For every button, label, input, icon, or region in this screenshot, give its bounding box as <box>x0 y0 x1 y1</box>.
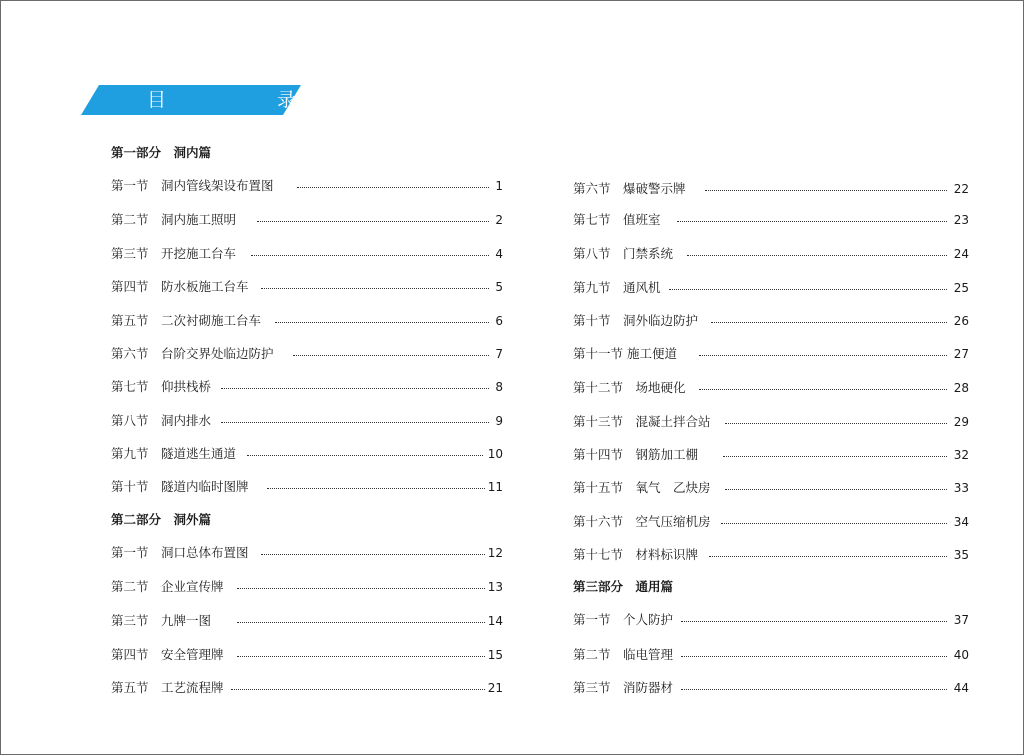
part-heading-2: 第二部分 洞外篇 <box>111 512 212 527</box>
toc-entry-page: 25 <box>953 281 969 295</box>
toc-entry-label: 第七节 值班室 <box>573 212 661 227</box>
toc-entry-page: 9 <box>495 414 503 428</box>
dot-leader <box>725 489 947 490</box>
toc-entry-page: 1 <box>495 179 503 193</box>
dot-leader <box>699 389 947 390</box>
dot-leader <box>261 288 489 289</box>
toc-entry-page: 11 <box>487 480 503 494</box>
toc-entry-page: 14 <box>487 614 503 628</box>
toc-entry[interactable] <box>111 613 503 629</box>
toc-entry[interactable] <box>111 178 503 194</box>
toc-entry-label: 第三节 九牌一图 <box>111 613 212 628</box>
toc-entry-page: 44 <box>953 681 969 695</box>
toc-entry[interactable] <box>111 212 503 228</box>
toc-entry[interactable] <box>111 313 503 329</box>
dot-leader <box>709 556 947 557</box>
toc-entry-label: 第二节 企业宣传牌 <box>111 579 224 594</box>
toc-entry-label: 第八节 洞内排水 <box>111 413 212 428</box>
toc-entry[interactable] <box>573 181 969 197</box>
dot-leader <box>247 455 483 456</box>
toc-entry[interactable] <box>573 480 969 496</box>
toc-entry-page: 13 <box>487 580 503 594</box>
dot-leader <box>705 190 947 191</box>
toc-entry[interactable] <box>111 446 503 462</box>
toc-entry[interactable] <box>111 246 503 262</box>
toc-entry[interactable] <box>573 447 969 463</box>
toc-entry-label: 第十六节 空气压缩机房 <box>573 514 711 529</box>
toc-entry-page: 33 <box>953 481 969 495</box>
toc-entry-page: 29 <box>953 415 969 429</box>
toc-entry-label: 第一节 个人防护 <box>573 612 674 627</box>
toc-entry[interactable] <box>573 414 969 430</box>
toc-entry-label: 第二节 洞内施工照明 <box>111 212 237 227</box>
dot-leader <box>681 689 947 690</box>
toc-entry-label: 第十一节 施工便道 <box>573 346 677 361</box>
toc-entry-page: 34 <box>953 515 969 529</box>
toc-entry[interactable] <box>111 680 503 696</box>
dot-leader <box>221 388 489 389</box>
toc-entry-label: 第九节 隧道逃生通道 <box>111 446 237 461</box>
toc-entry[interactable] <box>573 212 969 228</box>
toc-entry[interactable] <box>573 346 969 362</box>
toc-entry-page: 40 <box>953 648 969 662</box>
toc-entry[interactable] <box>111 479 503 495</box>
dot-leader <box>293 355 489 356</box>
dot-leader <box>275 322 489 323</box>
toc-entry[interactable] <box>111 379 503 395</box>
toc-entry-page: 7 <box>495 347 503 361</box>
toc-entry-label: 第三节 开挖施工台车 <box>111 246 237 261</box>
dot-leader <box>677 221 947 222</box>
dot-leader <box>267 488 485 489</box>
toc-entry-label: 第五节 二次衬砌施工台车 <box>111 313 262 328</box>
dot-leader <box>231 689 485 690</box>
toc-entry[interactable] <box>573 514 969 530</box>
toc-entry-label: 第一节 洞内管线架设布置图 <box>111 178 274 193</box>
toc-entry-page: 5 <box>495 280 503 294</box>
toc-entry-page: 6 <box>495 314 503 328</box>
toc-entry-page: 12 <box>487 546 503 560</box>
toc-entry-label: 第七节 仰拱栈桥 <box>111 379 212 394</box>
toc-entry[interactable] <box>111 545 503 561</box>
dot-leader <box>257 221 489 222</box>
dot-leader <box>251 255 489 256</box>
toc-entry-label: 第十节 洞外临边防护 <box>573 313 699 328</box>
dot-leader <box>681 621 947 622</box>
toc-entry[interactable] <box>573 612 969 628</box>
toc-entry[interactable] <box>573 647 969 663</box>
toc-entry-label: 第三节 消防器材 <box>573 680 674 695</box>
dot-leader <box>711 322 947 323</box>
toc-entry-label: 第四节 安全管理牌 <box>111 647 224 662</box>
toc-entry-page: 15 <box>487 648 503 662</box>
part-heading-3: 第三部分 通用篇 <box>573 579 674 594</box>
dot-leader <box>725 423 947 424</box>
dot-leader <box>237 656 485 657</box>
toc-entry-label: 第十二节 场地硬化 <box>573 380 686 395</box>
toc-entry-page: 23 <box>953 213 969 227</box>
toc-entry-label: 第一节 洞口总体布置图 <box>111 545 249 560</box>
toc-entry[interactable] <box>111 579 503 595</box>
toc-entry-page: 4 <box>495 247 503 261</box>
toc-entry-page: 28 <box>953 381 969 395</box>
toc-entry[interactable] <box>573 280 969 296</box>
toc-entry-page: 21 <box>487 681 503 695</box>
toc-entry[interactable] <box>111 647 503 663</box>
toc-entry[interactable] <box>573 246 969 262</box>
toc-entry-label: 第四节 防水板施工台车 <box>111 279 249 294</box>
toc-entry-page: 2 <box>495 213 503 227</box>
toc-entry-page: 37 <box>953 613 969 627</box>
toc-entry-page: 10 <box>487 447 503 461</box>
toc-entry-label: 第十五节 氧气 乙炔房 <box>573 480 711 495</box>
toc-entry-page: 32 <box>953 448 969 462</box>
toc-entry[interactable] <box>111 279 503 295</box>
toc-entry-page: 27 <box>953 347 969 361</box>
toc-entry-label: 第十三节 混凝土拌合站 <box>573 414 711 429</box>
toc-entry-label: 第十七节 材料标识牌 <box>573 547 699 562</box>
dot-leader <box>687 255 947 256</box>
dot-leader <box>699 355 947 356</box>
toc-entry-label: 第八节 门禁系统 <box>573 246 674 261</box>
toc-entry[interactable] <box>573 313 969 329</box>
toc-entry-label: 第五节 工艺流程牌 <box>111 680 224 695</box>
dot-leader <box>721 523 947 524</box>
toc-entry-label: 第十节 隧道内临时图牌 <box>111 479 249 494</box>
dot-leader <box>297 187 489 188</box>
toc-title: 目 录 <box>147 89 343 111</box>
part-heading-1: 第一部分 洞内篇 <box>111 145 212 160</box>
toc-entry[interactable] <box>111 346 503 362</box>
toc-entry[interactable] <box>573 547 969 563</box>
toc-entry[interactable] <box>111 413 503 429</box>
dot-leader <box>237 588 485 589</box>
toc-entry[interactable] <box>573 380 969 396</box>
dot-leader <box>221 422 489 423</box>
dot-leader <box>723 456 947 457</box>
toc-entry-label: 第六节 爆破警示牌 <box>573 181 686 196</box>
toc-entry-label: 第二节 临电管理 <box>573 647 674 662</box>
toc-entry-page: 22 <box>953 182 969 196</box>
dot-leader <box>681 656 947 657</box>
toc-entry-page: 26 <box>953 314 969 328</box>
toc-entry-label: 第六节 台阶交界处临边防护 <box>111 346 274 361</box>
toc-entry-label: 第十四节 钢筋加工棚 <box>573 447 699 462</box>
toc-entry-page: 35 <box>953 548 969 562</box>
dot-leader <box>669 289 947 290</box>
toc-entry-page: 24 <box>953 247 969 261</box>
toc-entry[interactable] <box>573 680 969 696</box>
toc-entry-page: 8 <box>495 380 503 394</box>
dot-leader <box>237 622 485 623</box>
dot-leader <box>261 554 485 555</box>
toc-entry-label: 第九节 通风机 <box>573 280 661 295</box>
